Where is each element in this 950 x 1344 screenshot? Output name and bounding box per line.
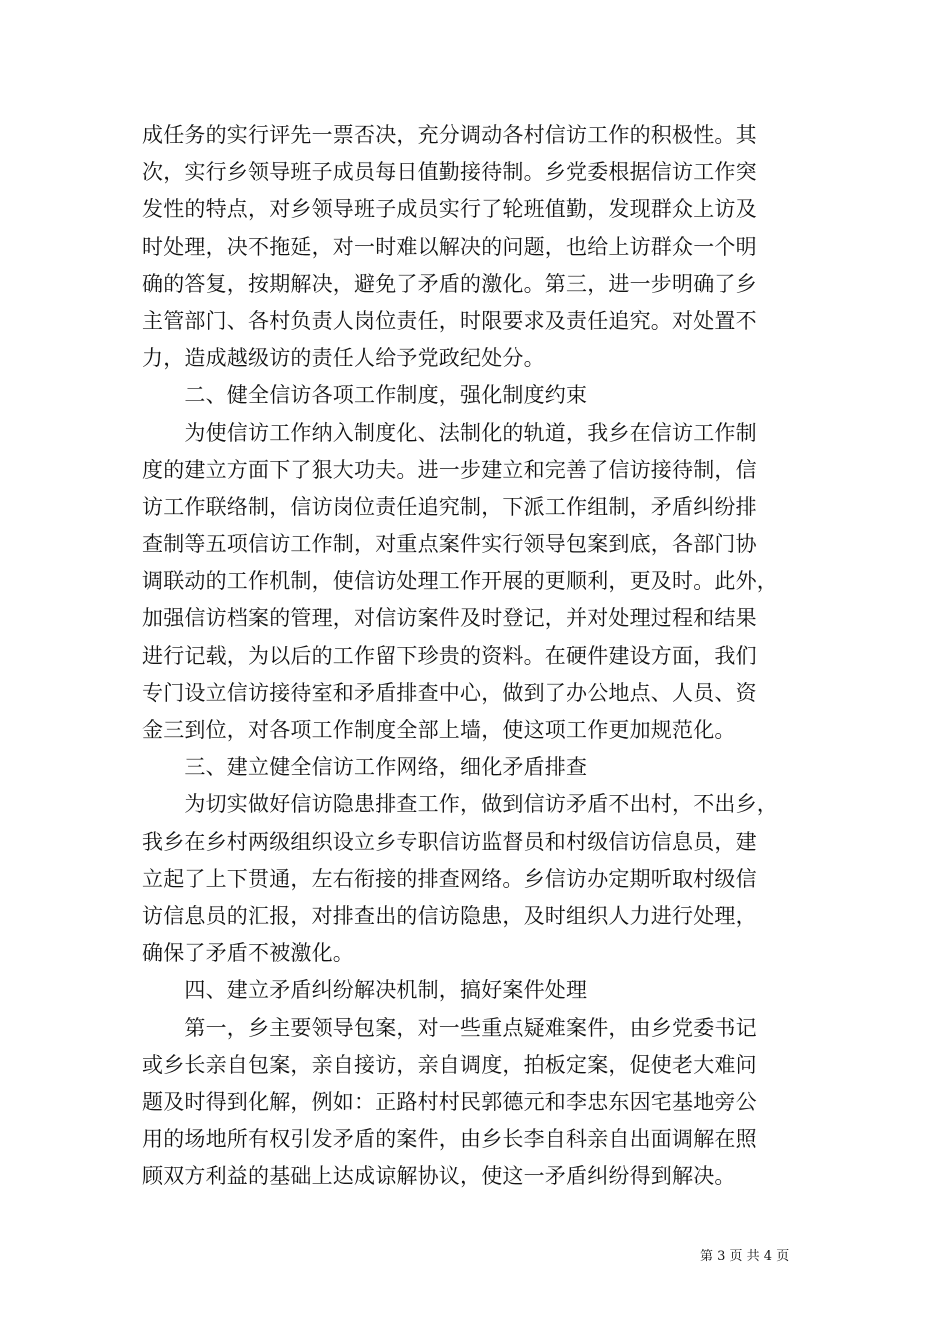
text-line: 主管部门、各村负责人岗位责任，时限要求及责任追究。对处置不 <box>142 308 757 333</box>
text-line: 确的答复，按期解决，避免了矛盾的激化。第三，进一步明确了乡 <box>142 271 757 296</box>
text-line: 为切实做好信访隐患排查工作，做到信访矛盾不出村，不出乡， <box>142 792 778 817</box>
text-line: 或乡长亲自包案，亲自接访，亲自调度，拍板定案，促使老大难问 <box>142 1052 757 1077</box>
text-line: 加强信访档案的管理，对信访案件及时登记，并对处理过程和结果 <box>142 606 757 631</box>
text-line: 顾双方利益的基础上达成谅解协议，使这一矛盾纠纷得到解决。 <box>142 1164 736 1189</box>
section-heading: 三、建立健全信访工作网络，细化矛盾排查 <box>142 755 588 780</box>
section-heading: 二、健全信访各项工作制度，强化制度约束 <box>142 383 588 408</box>
text-line: 用的场地所有权引发矛盾的案件，由乡长李自科亲自出面调解在照 <box>142 1127 757 1152</box>
text-line: 金三到位，对各项工作制度全部上墙，使这项工作更加规范化。 <box>142 718 736 742</box>
text-line: 我乡在乡村两级组织设立乡专职信访监督员和村级信访信息员，建 <box>142 829 757 854</box>
text-line: 专门设立信访接待室和矛盾排查中心，做到了办公地点、人员、资 <box>142 680 757 705</box>
text-line: 进行记载，为以后的工作留下珍贵的资料。在硬件建设方面，我们 <box>142 643 757 668</box>
text-line: 次，实行乡领导班子成员每日值勤接待制。乡党委根据信访工作突 <box>142 160 757 185</box>
text-line: 调联动的工作机制，使信访处理工作开展的更顺利，更及时。此外， <box>142 569 778 594</box>
text-line: 访信息员的汇报，对排查出的信访隐患，及时组织人力进行处理， <box>142 903 757 928</box>
text-line: 发性的特点，对乡领导班子成员实行了轮班值勤，发现群众上访及 <box>142 197 757 222</box>
text-line: 为使信访工作纳入制度化、法制化的轨道，我乡在信访工作制 <box>142 420 757 445</box>
document-body <box>142 117 812 1195</box>
text-line: 题及时得到化解，例如：正路村村民郭德元和李忠东因宅基地旁公 <box>142 1089 757 1114</box>
section-heading: 四、建立矛盾纠纷解决机制，搞好案件处理 <box>142 978 588 1003</box>
page-number-footer: 第 3 页 共 4 页 <box>700 1249 790 1264</box>
text-line: 力，造成越级访的责任人给予党政纪处分。 <box>142 346 545 371</box>
text-line: 成任务的实行评先一票否决，充分调动各村信访工作的积极性。其 <box>142 123 757 147</box>
text-line: 时处理，决不拖延，对一时难以解决的问题，也给上访群众一个明 <box>142 234 757 259</box>
text-line: 第一，乡主要领导包案，对一些重点疑难案件，由乡党委书记 <box>142 1015 757 1040</box>
text-line: 度的建立方面下了狠大功夫。进一步建立和完善了信访接待制，信 <box>142 457 757 482</box>
text-line: 访工作联络制，信访岗位责任追究制，下派工作组制，矛盾纠纷排 <box>142 494 757 519</box>
text-line: 查制等五项信访工作制，对重点案件实行领导包案到底，各部门协 <box>142 532 757 557</box>
text-line: 立起了上下贯通，左右衔接的排查网络。乡信访办定期听取村级信 <box>142 866 757 891</box>
text-line: 确保了矛盾不被激化。 <box>142 941 354 966</box>
